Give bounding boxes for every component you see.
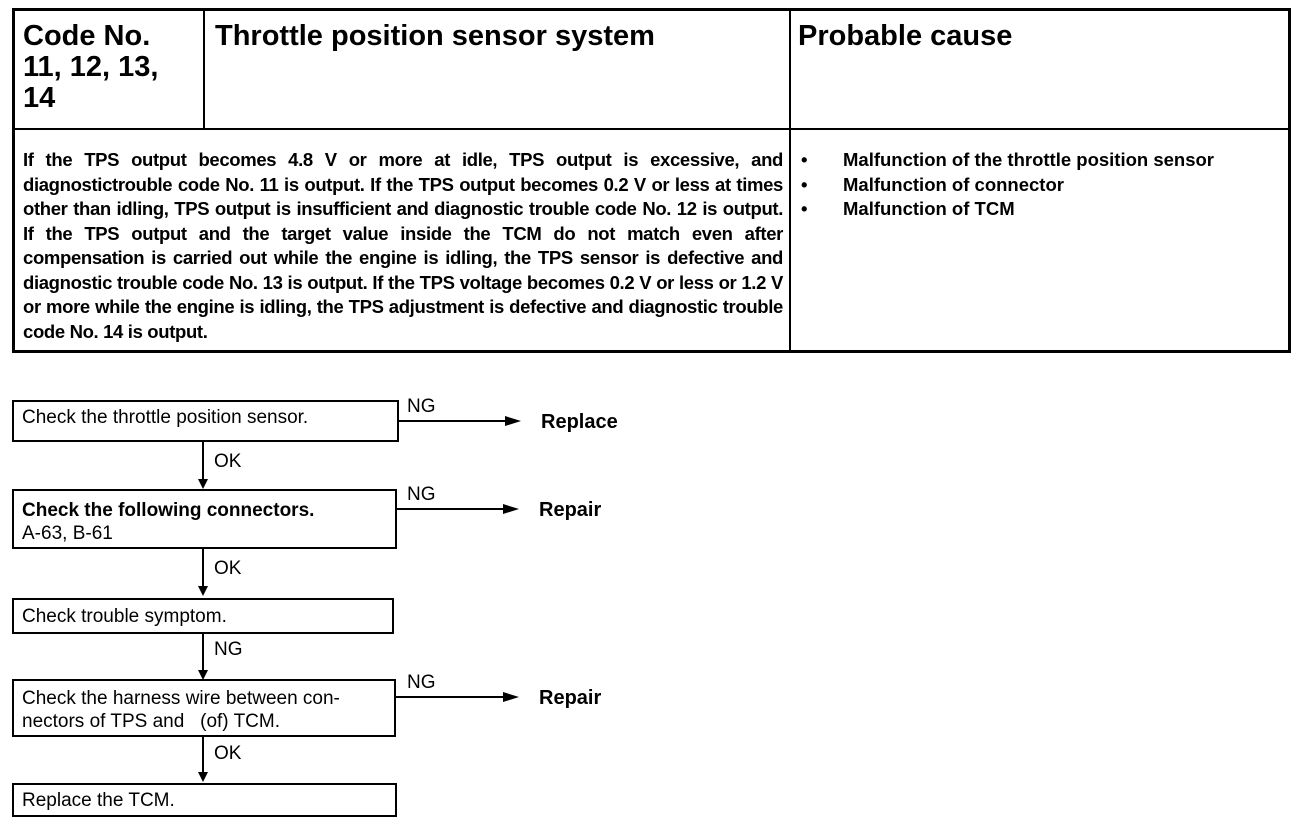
cause-text: Malfunction of TCM [843, 198, 1015, 219]
cause-item [801, 173, 1281, 198]
system-title: Throttle position sensor system [215, 20, 655, 52]
code-description: If the TPS output becomes 4.8 V or more at idle, TPS output is excessive, and diagnostictrouble code No. 11 is output. If the TPS output becomes 0.2 V or less at times other than idling, TPS output is insufficient and diagnostic trouble code No. 12 is output. If the TPS output and the target value inside the TCM do not match even after compensation is carried out while the engine is idling, the TPS sensor is defective and diagnostic trouble code No. 13 is output. If the TPS voltage becomes 0.2 V or less or 1.2 V or more while the engine is idling, the TPS adjustment is defective and diagnostic trouble code No. 14 is output. [23, 149, 783, 342]
step-3-text: Check trouble symptom. [22, 606, 227, 627]
code-number-header [23, 21, 203, 114]
ng-label: NG [407, 672, 436, 693]
step-check-trouble-symptom [12, 598, 394, 634]
table-divider-header [15, 128, 1288, 130]
step-4-line-2: nectors of TPS and (of) TCM. [22, 711, 281, 732]
ng-connector-line [399, 420, 505, 422]
ok-label: OK [214, 743, 242, 764]
table-divider-cause [789, 11, 791, 350]
cause-text: Malfunction of connector [843, 173, 1064, 195]
ok-label: OK [214, 558, 242, 579]
ok-label: OK [214, 451, 242, 472]
cause-text: Malfunction of the throttle position sensor [843, 149, 1215, 170]
arrow-down-icon [198, 772, 208, 782]
ng-connector-line [202, 634, 204, 671]
step-2-connectors: A-63, B-61 [22, 523, 113, 544]
cause-item [801, 197, 1281, 222]
ng-label: NG [214, 639, 243, 660]
repair-action: Repair [539, 499, 602, 521]
bullet-icon: • [801, 198, 808, 219]
ng-label: NG [407, 484, 436, 505]
step-check-harness-wire [12, 679, 396, 737]
code-header-line-2: 11, 12, 13, [23, 51, 159, 83]
ng-connector-line [397, 508, 503, 510]
probable-cause-list [801, 148, 1281, 222]
code-header-line-1: Code No. [23, 20, 151, 52]
arrow-right-icon [503, 504, 519, 514]
diagnostic-code-table [12, 8, 1291, 353]
cause-item [801, 148, 1281, 173]
ok-connector-line [202, 442, 204, 480]
ng-connector-line [396, 696, 503, 698]
table-divider-code [203, 11, 205, 128]
arrow-right-icon [505, 416, 521, 426]
arrow-right-icon [503, 692, 519, 702]
step-check-throttle-sensor [12, 400, 399, 442]
bullet-icon: • [801, 149, 808, 170]
bullet-icon: • [801, 173, 808, 195]
ok-connector-line [202, 737, 204, 773]
step-replace-tcm [12, 783, 397, 817]
ng-label: NG [407, 396, 436, 417]
ok-connector-line [202, 549, 204, 587]
step-4-line-1: Check the harness wire between con- [22, 688, 340, 709]
arrow-down-icon [198, 586, 208, 596]
step-5-text: Replace the TCM. [22, 790, 175, 811]
probable-cause-header: Probable cause [798, 20, 1013, 52]
step-2-title: Check the following connectors. [22, 500, 315, 521]
code-header-line-3: 14 [23, 82, 56, 114]
step-check-connectors [12, 489, 397, 549]
arrow-down-icon [198, 479, 208, 489]
repair-action: Repair [539, 687, 602, 709]
step-1-text: Check the throttle position sensor. [22, 407, 309, 428]
replace-action: Replace [541, 411, 618, 433]
